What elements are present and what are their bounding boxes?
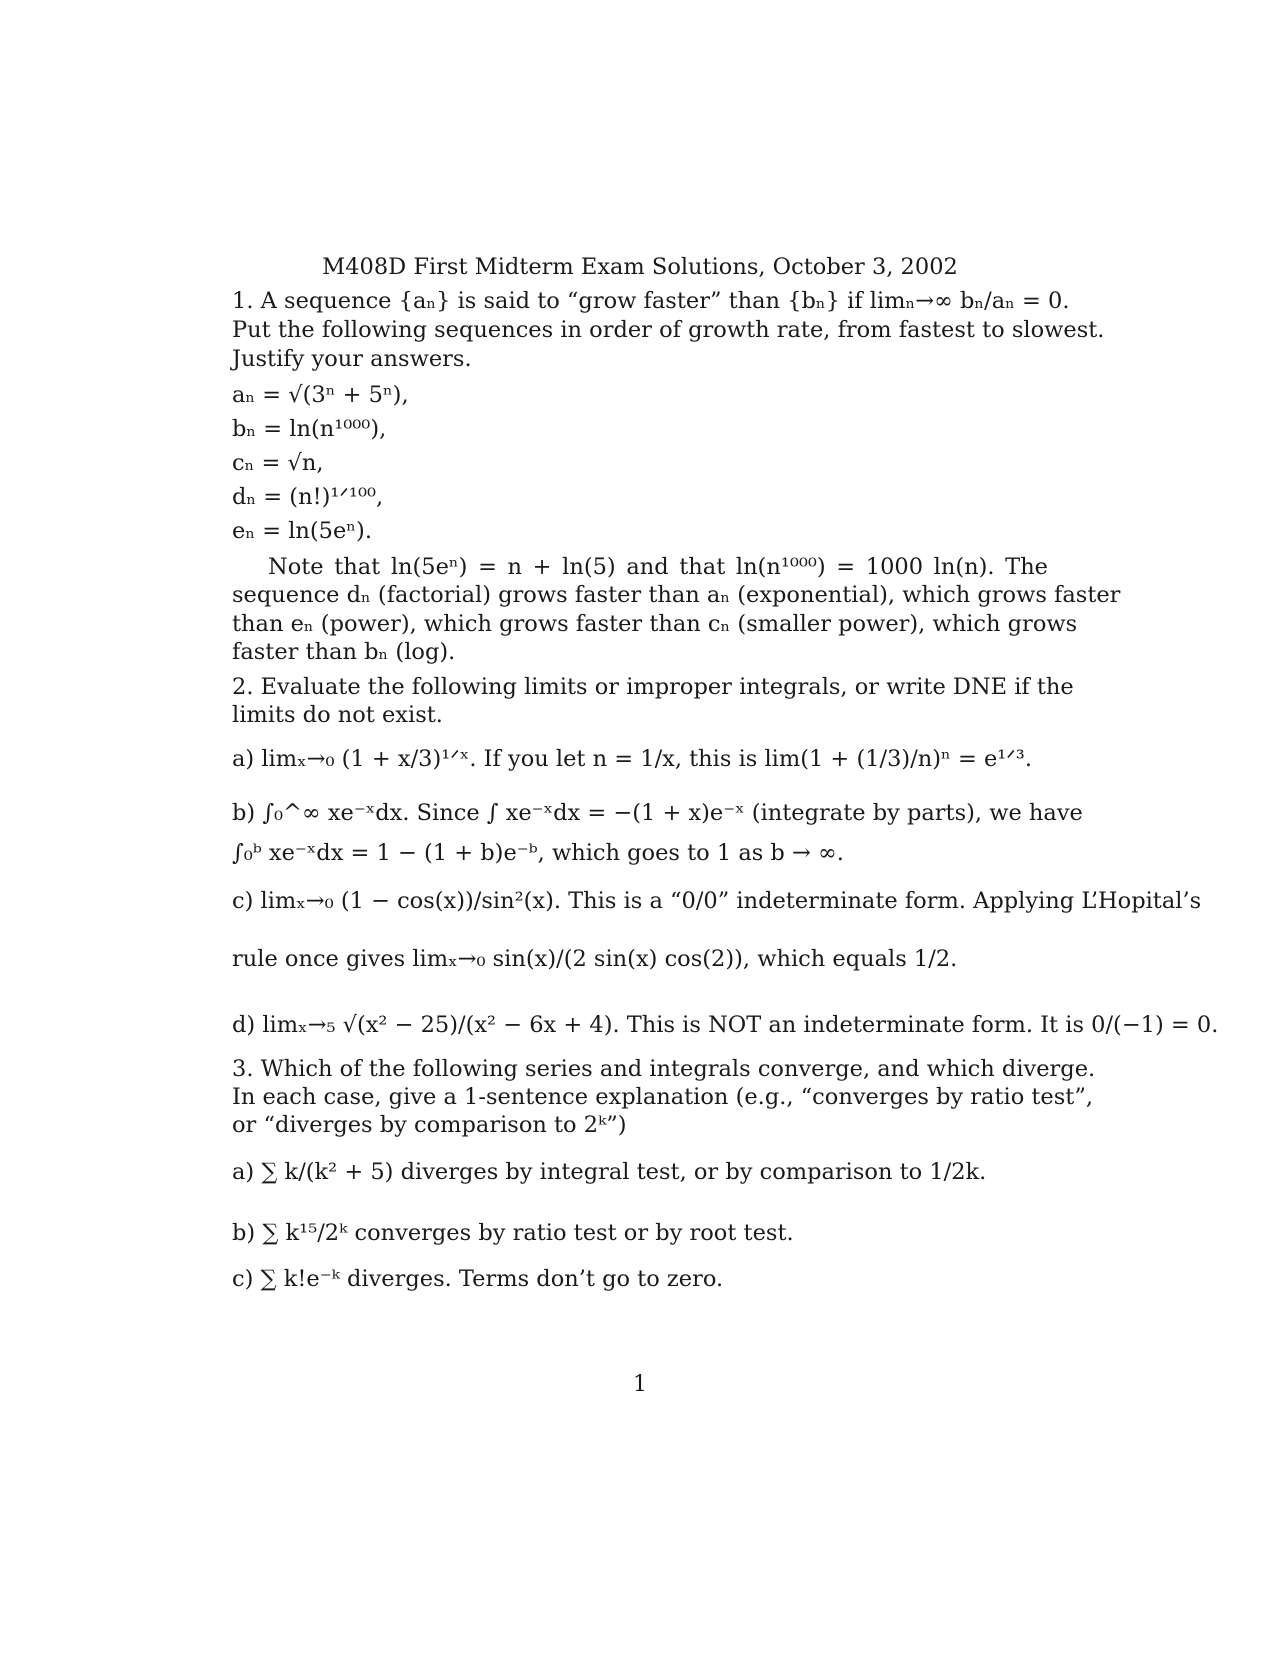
problem2-part-b-line1: b) ∫₀^∞ xe⁻ˣdx. Since ∫ xe⁻ˣdx = −(1 + x)e⁻ˣ (integrate by parts), we have	[232, 800, 1083, 826]
problem2-part-d: d) limₓ→₅ √(x² − 25)/(x² − 6x + 4). This is NOT an indeterminate form. It is 0/(−1) = 0.	[232, 1012, 1219, 1038]
problem1-statement-line1: 1. A sequence {aₙ} is said to “grow faster” than {bₙ} if limₙ→∞ bₙ/aₙ = 0.	[232, 288, 1070, 314]
problem1-statement-line3: Justify your answers.	[232, 346, 472, 372]
page-number: 1	[633, 1372, 647, 1397]
problem2-part-b-line2: ∫₀ᵇ xe⁻ˣdx = 1 − (1 + b)e⁻ᵇ, which goes to 1 as b → ∞.	[232, 840, 844, 866]
page-title: M408D First Midterm Exam Solutions, October 3, 2002	[322, 254, 958, 280]
sequence-e: eₙ = ln(5eⁿ).	[232, 518, 372, 544]
problem2-statement-line1: 2. Evaluate the following limits or improper integrals, or write DNE if the	[232, 674, 1074, 700]
problem2-statement-line2: limits do not exist.	[232, 702, 443, 728]
problem2-part-c-line1: c) limₓ→₀ (1 − cos(x))/sin²(x). This is a “0/0” indeterminate form. Applying L’Hopital’s	[232, 888, 1202, 914]
problem2-part-a: a) limₓ→₀ (1 + x/3)¹ᐟˣ. If you let n = 1/x, this is lim(1 + (1/3)/n)ⁿ = e¹ᐟ³.	[232, 746, 1032, 772]
problem3-part-a: a) ∑ k/(k² + 5) diverges by integral test, or by comparison to 1/2k.	[232, 1159, 987, 1185]
problem1-solution-line2: sequence dₙ (factorial) grows faster than aₙ (exponential), which grows faster	[232, 582, 1121, 608]
problem3-statement-line3: or “diverges by comparison to 2ᵏ”)	[232, 1112, 627, 1138]
problem1-solution-line4: faster than bₙ (log).	[232, 639, 456, 665]
sequence-d: dₙ = (n!)¹ᐟ¹⁰⁰,	[232, 484, 384, 510]
problem3-part-c: c) ∑ k!e⁻ᵏ diverges. Terms don’t go to zero.	[232, 1266, 724, 1292]
problem2-part-c-line2: rule once gives limₓ→₀ sin(x)/(2 sin(x) cos(2)), which equals 1/2.	[232, 946, 958, 972]
sequence-c: cₙ = √n,	[232, 450, 324, 476]
problem1-solution-line3: than eₙ (power), which grows faster than cₙ (smaller power), which grows	[232, 611, 1078, 637]
problem1-solution-line1: Note that ln(5eⁿ) = n + ln(5) and that ln(n¹⁰⁰⁰) = 1000 ln(n). The	[268, 554, 1048, 580]
problem1-statement-line2: Put the following sequences in order of growth rate, from fastest to slowest.	[232, 317, 1105, 343]
sequence-b: bₙ = ln(n¹⁰⁰⁰),	[232, 416, 387, 442]
problem3-statement-line1: 3. Which of the following series and integrals converge, and which diverge.	[232, 1056, 1096, 1082]
problem3-statement-line2: In each case, give a 1-sentence explanation (e.g., “converges by ratio test”,	[232, 1084, 1093, 1110]
sequence-a: aₙ = √(3ⁿ + 5ⁿ),	[232, 382, 409, 408]
problem3-part-b: b) ∑ k¹⁵/2ᵏ converges by ratio test or by root test.	[232, 1220, 794, 1246]
